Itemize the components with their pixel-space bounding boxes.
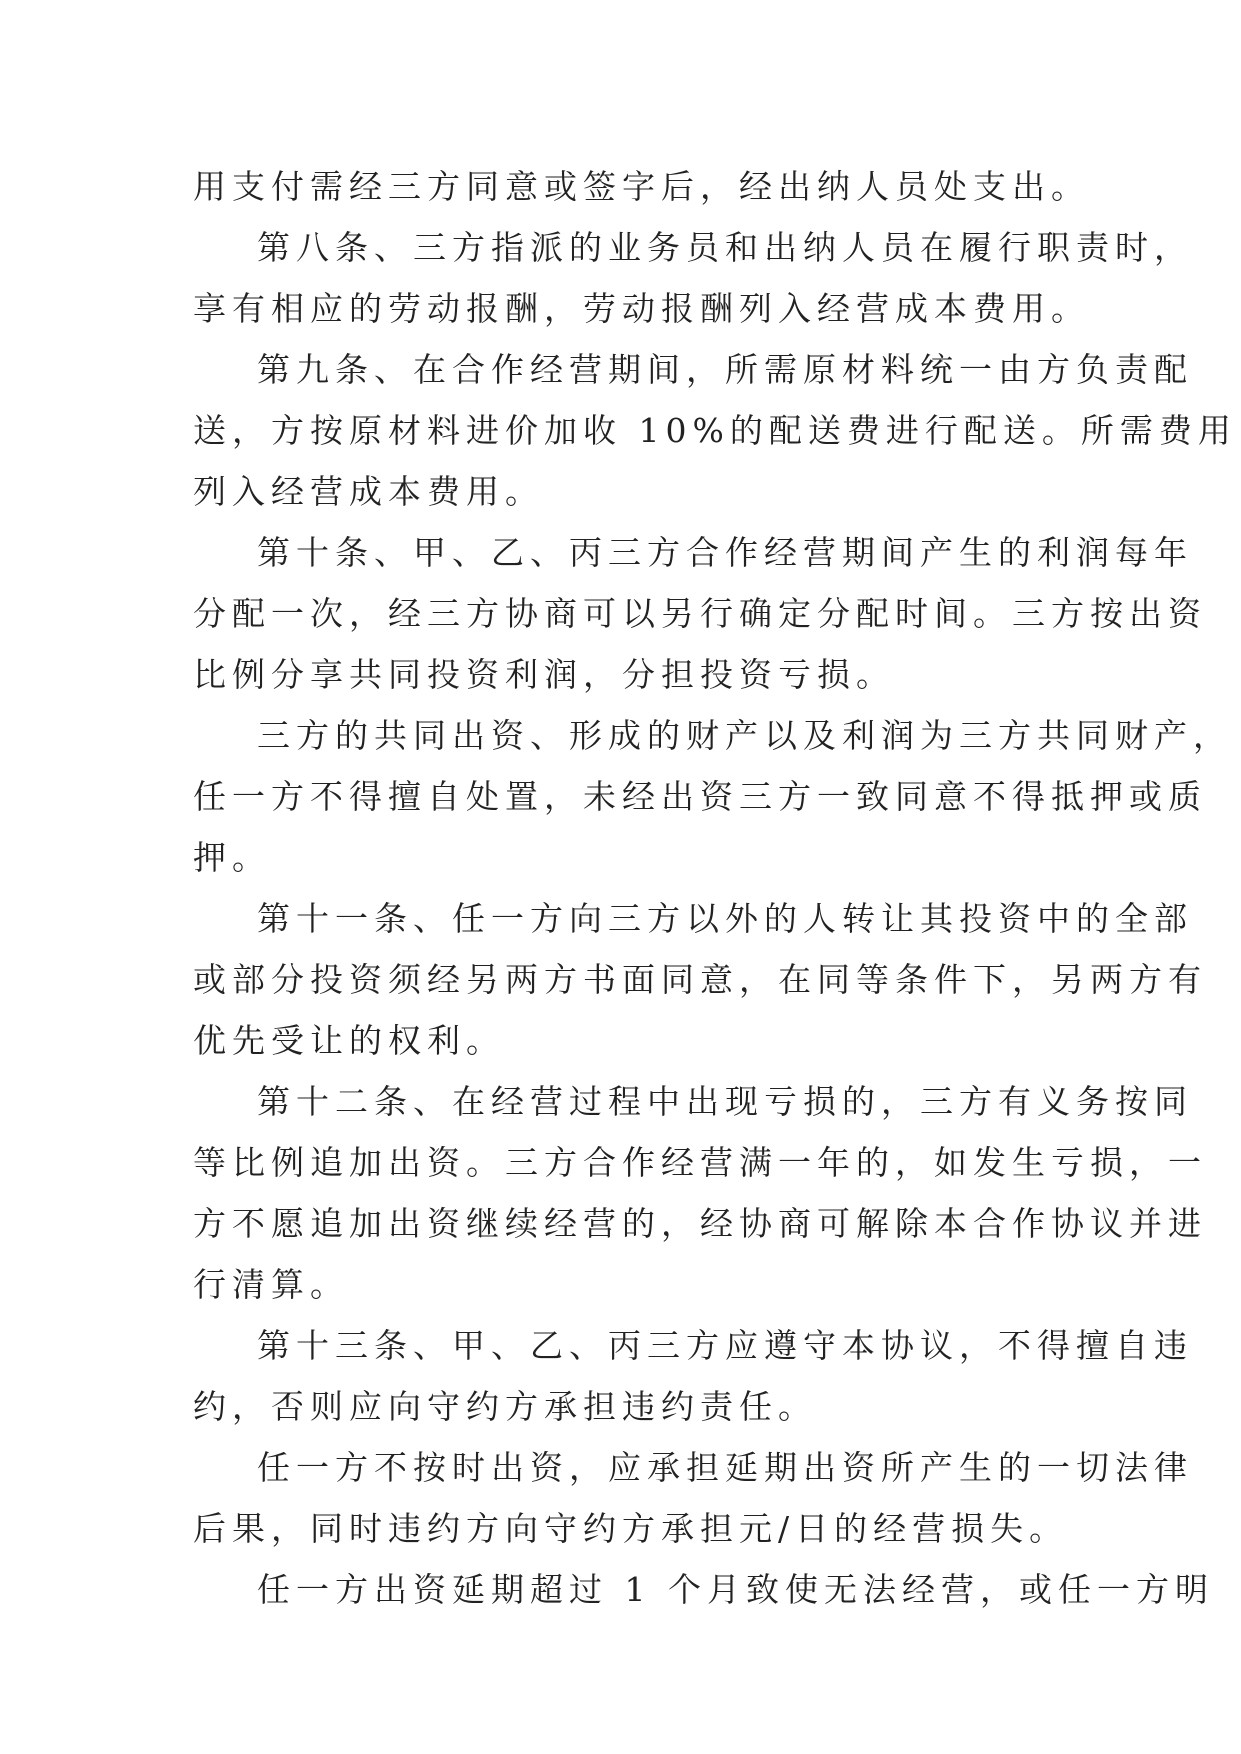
document-body [193,156,1237,1620]
paragraph-article-11: 第十一条、任一方向三方以外的人转让其投资中的全部 [257,899,1193,938]
text-line: 后果，同时违约方向守约方承担元/日的经营损失。 [193,1509,1069,1548]
text-line: 列入经营成本费用。 [193,472,544,511]
text-line: 优先受让的权利。 [193,1021,505,1060]
text-line: 等比例追加出资。三方合作经营满一年的，如发生亏损，一 [193,1143,1207,1182]
text-line: 行清算。 [193,1265,349,1304]
paragraph-article-13: 第十三条、甲、乙、丙三方应遵守本协议，不得擅自违 [257,1326,1193,1365]
text-line: 用支付需经三方同意或签字后，经出纳人员处支出。 [193,167,1090,206]
paragraph-article-9: 第九条、在合作经营期间，所需原材料统一由方负责配 [257,350,1193,389]
text-line: 约，否则应向守约方承担违约责任。 [193,1387,817,1426]
text-line: 或部分投资须经另两方书面同意，在同等条件下，另两方有 [193,960,1207,999]
text-line: 享有相应的劳动报酬，劳动报酬列入经营成本费用。 [193,289,1090,328]
text-line: 比例分享共同投资利润，分担投资亏损。 [193,655,895,694]
text-line: 方不愿追加出资继续经营的，经协商可解除本合作协议并进 [193,1204,1207,1243]
paragraph-article-12: 第十二条、在经营过程中出现亏损的，三方有义务按同 [257,1082,1193,1121]
text-line: 分配一次，经三方协商可以另行确定分配时间。三方按出资 [193,594,1207,633]
paragraph-article-10: 第十条、甲、乙、丙三方合作经营期间产生的利润每年 [257,533,1193,572]
paragraph-late-payment: 任一方不按时出资，应承担延期出资所产生的一切法律 [257,1448,1193,1487]
text-line: 任一方不得擅自处置，未经出资三方一致同意不得抵押或质 [193,777,1207,816]
paragraph-overdue-month: 任一方出资延期超过 1 个月致使无法经营，或任一方明 [257,1570,1214,1609]
paragraph-article-8: 第八条、三方指派的业务员和出纳人员在履行职责时， [257,228,1193,267]
text-line: 送，方按原材料进价加收 10%的配送费进行配送。所需费用 [193,411,1237,450]
text-line: 押。 [193,838,271,877]
paragraph-joint-property: 三方的共同出资、形成的财产以及利润为三方共同财产， [257,716,1232,755]
